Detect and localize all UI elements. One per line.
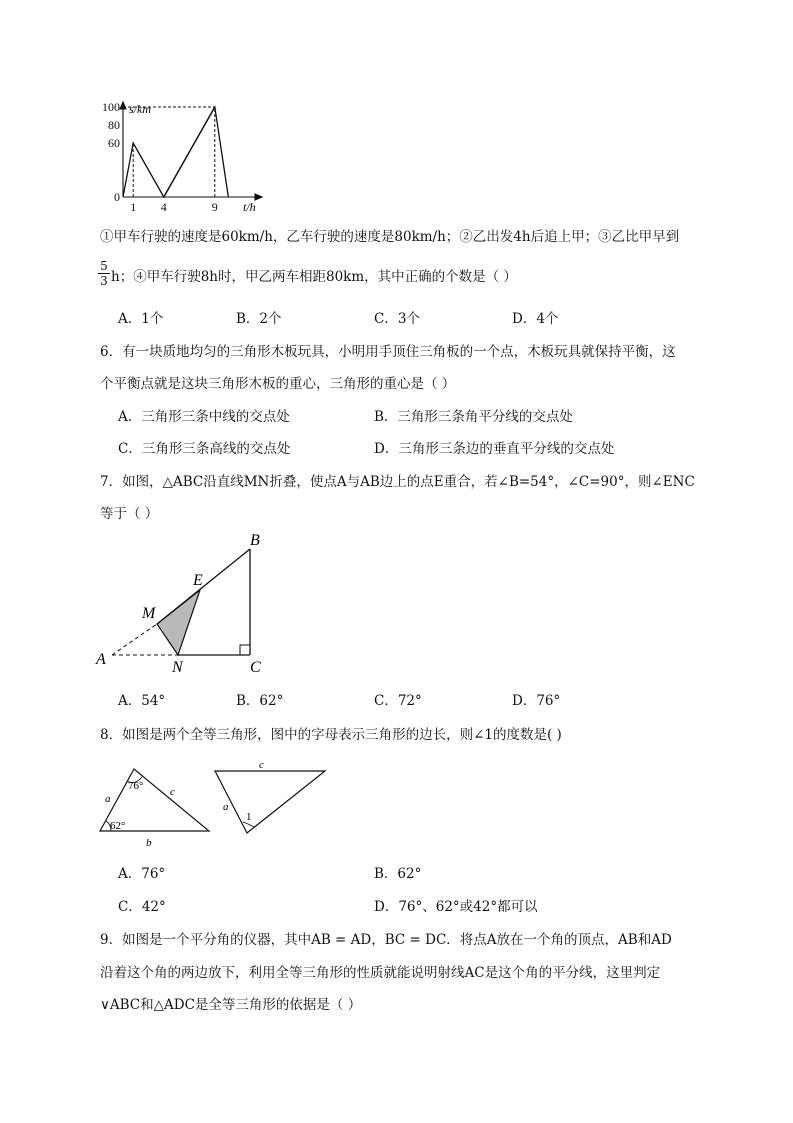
label-a: A (96, 651, 106, 668)
q8-option-a[interactable]: A．76° (118, 866, 166, 882)
q5-option-c[interactable]: C．3个 (374, 311, 420, 327)
y-axis-label: s/km (129, 102, 151, 116)
q8-option-d[interactable]: D．76°、62°或42°都可以 (374, 899, 538, 915)
x-tick-label-0: 1 (130, 200, 137, 214)
q5-option-d[interactable]: D．4个 (512, 311, 559, 327)
side-c-label: c (170, 786, 175, 798)
q7-option-b[interactable]: B．62° (236, 693, 284, 709)
q5-fraction: $\frac{5}{3}$ (98, 259, 110, 288)
q9-line2: 沿着这个角的两边放下，利用全等三角形的性质就能说明射线AC是这个角的平分线，这里判定 (100, 965, 661, 981)
q7-option-d[interactable]: D．76° (512, 693, 561, 709)
y-tick-label-1: 60 (108, 136, 120, 150)
side-ab-solid (157, 549, 250, 624)
q7-line1: 7．如图，△ABC沿直线MN折叠，使点A与AB边上的点E重合，若∠B=54°，∠C=90°，则∠ENC (100, 474, 695, 490)
q7-triangle-figure (90, 532, 280, 682)
label-m: M (142, 605, 156, 622)
y-tick-label-0: 0 (114, 190, 120, 204)
side-b-label: b (146, 837, 152, 849)
q6-option-c[interactable]: C．三角形三条高线的交点处 (118, 441, 291, 457)
q8-option-b[interactable]: B．62° (374, 866, 422, 882)
y-axis-arrow (120, 102, 126, 109)
angle-76-label: 76° (128, 780, 144, 792)
y-tick-label-3: 100 (102, 100, 120, 114)
label-e: E (193, 572, 203, 589)
angle-62-label: 62° (110, 820, 126, 832)
side-a-label-right: a (223, 801, 229, 813)
q5-option-b[interactable]: B．2个 (236, 311, 282, 327)
q5-option-a[interactable]: A．1个 (118, 311, 164, 327)
q8-right-triangle (205, 758, 335, 843)
q9-line1: 9．如图是一个平分角的仪器，其中AB = AD，BC = DC．将点A放在一个角的顶点，AB和AD (100, 932, 672, 948)
series-jia (123, 107, 228, 197)
q8-option-c[interactable]: C．42° (118, 899, 166, 915)
q7-option-c[interactable]: C．72° (374, 693, 422, 709)
series-yi (164, 107, 215, 197)
q6-option-d[interactable]: D．三角形三条边的垂直平分线的交点处 (374, 441, 615, 457)
side-c-label-right: c (259, 759, 264, 771)
distance-time-graph (95, 95, 280, 220)
side-a-label: a (105, 793, 111, 805)
q5-line1: ①甲车行驶的速度是60km/h，乙车行驶的速度是80km/h；②乙出发4h后追上甲；③乙比甲早到 (100, 229, 680, 245)
dashed-am (112, 624, 157, 655)
q9-line3: ∨ABC和△ADC是全等三角形的依据是（ ） (100, 997, 362, 1013)
folded-triangle-shaded (157, 590, 200, 655)
x-tick-label-2: 9 (211, 200, 218, 214)
label-n: N (172, 659, 183, 676)
q6-option-b[interactable]: B．三角形三条角平分线的交点处 (374, 409, 573, 425)
q5-line2: h；④甲车行驶8h时，甲乙两车相距80km，其中正确的个数是（ ） (111, 269, 517, 285)
q6-line2: 个平衡点就是这块三角形木板的重心，三角形的重心是（ ） (100, 376, 456, 392)
q6-line1: 6．有一块质地均匀的三角形木板玩具，小明用手顶住三角板的一个点，木板玩具就保持平衡，这 (100, 344, 676, 360)
q7-option-a[interactable]: A．54° (118, 693, 166, 709)
q8-line1: 8．如图是两个全等三角形，图中的字母表示三角形的边长，则∠1的度数是( ) (100, 727, 562, 743)
right-angle-mark (240, 645, 250, 655)
x-tick-label-1: 4 (160, 200, 167, 214)
label-b: B (250, 532, 260, 549)
x-axis-arrow (255, 194, 262, 200)
q8-left-triangle (92, 764, 217, 854)
label-c: C (250, 659, 261, 676)
q6-option-a[interactable]: A．三角形三条中线的交点处 (118, 409, 290, 425)
q7-line2: 等于（ ） (100, 506, 159, 522)
angle-1-label: 1 (246, 811, 252, 823)
y-tick-label-2: 80 (108, 118, 120, 132)
x-axis-label: t/h (243, 200, 256, 214)
